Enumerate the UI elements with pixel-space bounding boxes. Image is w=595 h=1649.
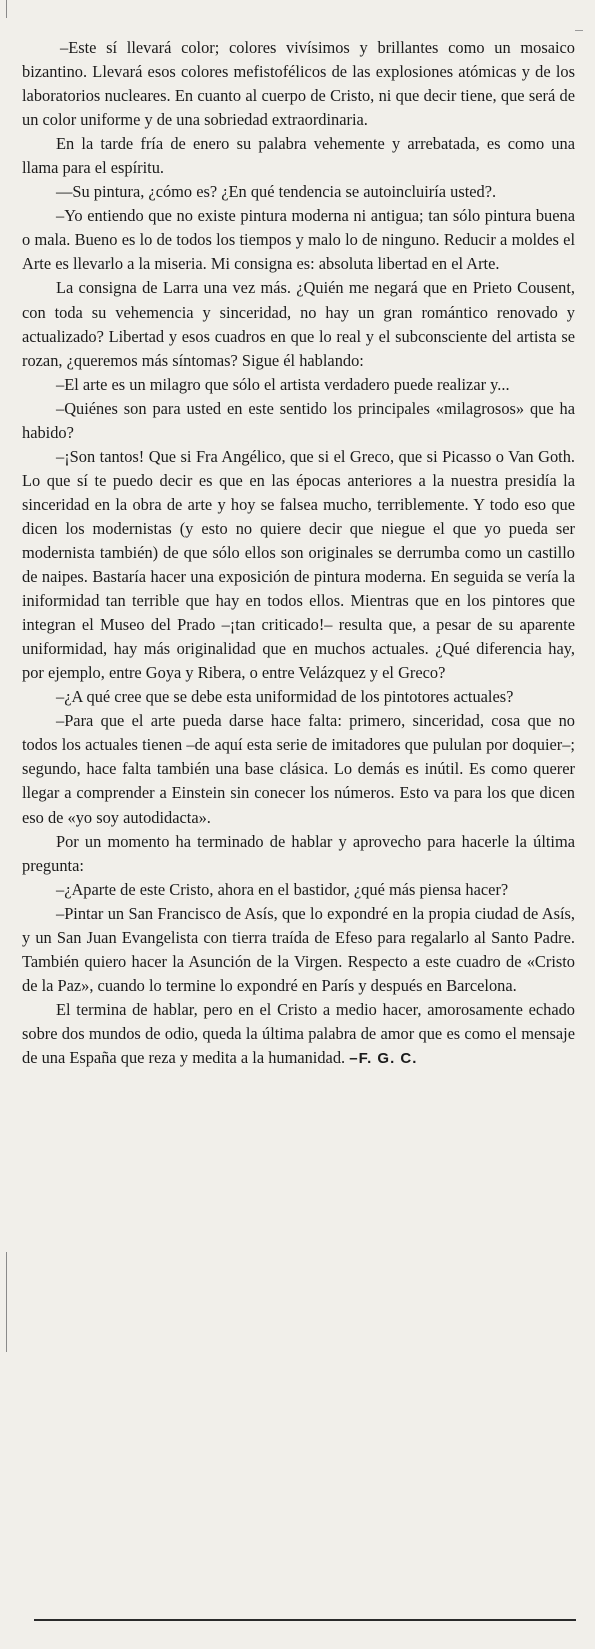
paragraph-14-text: El termina de hablar, pero en el Cristo a medio hacer, amorosamente echado sobre dos mundos de odio, queda la última palabra de amor que es como el mensaje de una España que reza y medita a la humanidad.	[22, 999, 575, 1067]
paragraph-14	[22, 998, 575, 1071]
paragraph-11: Por un momento ha terminado de hablar y aprovecho para hacerle la última pregunta:	[22, 831, 575, 875]
margin-rule-middle	[6, 1252, 7, 1352]
paragraph-7: –Quiénes son para usted en este sentido los principales «milagrosos» que ha habido?	[22, 398, 575, 442]
footer-rule	[34, 1619, 576, 1621]
paragraph-3: —Su pintura, ¿cómo es? ¿En qué tendencia se autoincluiría usted?.	[56, 182, 497, 202]
paragraph-10: –Para que el arte pueda darse hace falta: primero, sinceridad, cosa que no todos los actuales tienen –de aquí esta serie de imitadores que pululan por doquier–; segundo, hace falta también una base clásica. Lo demás es inútil. Es como querer llegar a comprender a Einstein sin conecer los números. Esto va para los que dicen eso de «yo soy autodidacta».	[22, 711, 575, 827]
article-column	[22, 36, 575, 1071]
paragraph-9: –¿A qué cree que se debe esta uniformidad de los pintotores actuales?	[56, 687, 514, 707]
paragraph-6: –El arte es un milagro que sólo el artista verdadero puede realizar y...	[56, 374, 510, 394]
paragraph-4: –Yo entiendo que no existe pintura moderna ni antigua; tan sólo pintura buena o mala. Bueno es lo de todos los tiempos y malo lo de ninguno. Reducir a moldes el Arte es llevarlo a la miseria. Mi consigna es: absoluta libertad en el Arte.	[22, 206, 575, 274]
paragraph-2: En la tarde fría de enero su palabra vehemente y arrebatada, es como una llama para el espíritu.	[22, 134, 575, 178]
paragraph-13: –Pintar un San Francisco de Asís, que lo expondré en la propia ciudad de Asís, y un San Juan Evangelista con tierra traída de Efeso para regalarlo al Santo Padre. También quiero hacer la Asunción de la Virgen. Respecto a este cuadro de «Cristo de la Paz», cuando lo termine lo expondré en París y después en Barcelona.	[22, 903, 575, 995]
author-signature: –F. G. C.	[349, 1049, 418, 1067]
paragraph-8: –¡Son tantos! Que si Fra Angélico, que si el Greco, que si Picasso o Van Goth. Lo que sí te puedo decir es que en las épocas anteriores a la nuestra presidía la sinceridad en la obra de arte y hoy se falsea mucho, terriblemente. Y todo eso que dicen los modernistas (y esto no quiere decir que niegue el que yo pueda ser modernista también) de que sólo ellos son originales se derrumba como un castillo de naipes. Bastaría hacer una exposición de pintura moderna. En seguida se vería la iniformidad tan terrible que hay en todos ellos. Mientras que en los pintores que integran el Museo del Prado –¡tan criticado!– resulta que, a pesar de su aparente uniformidad, hay más originalidad que en muchos actuales. ¿Qué diferencia hay, por ejemplo, entre Goya y Ribera, o entre Velázquez y el Greco?	[22, 446, 575, 683]
paragraph-12: –¿Aparte de este Cristo, ahora en el bastidor, ¿qué más piensa hacer?	[56, 879, 509, 899]
corner-mark	[575, 30, 583, 31]
paragraph-1: –Este sí llevará color; colores vivísimos y brillantes como un mosaico bizantino. Llevará esos colores mefistofélicos de las explosiones atómicas y de los laboratorios nucleares. En cuanto al cuerpo de Cristo, ni que decir tiene, que será de un color uniforme y de una sobriedad extraordinaria.	[22, 38, 575, 130]
paragraph-5: La consigna de Larra una vez más. ¿Quién me negará que en Prieto Cousent, con toda su vehemencia y sinceridad, no hay un gran romántico renovado y actualizado? Libertad y esos cuadros en que lo real y el subconsciente del artista se rozan, ¿queremos más síntomas? Sigue él hablando:	[22, 278, 575, 370]
margin-rule-top	[6, 0, 7, 18]
